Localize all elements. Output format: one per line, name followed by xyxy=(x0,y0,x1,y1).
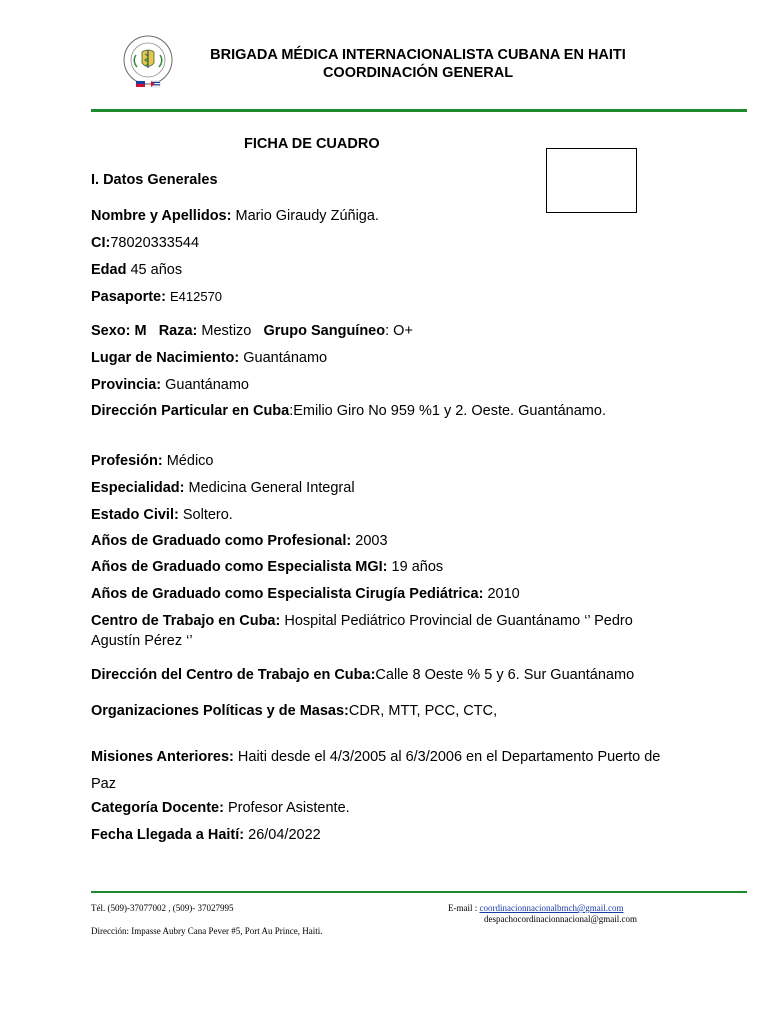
centro-value: Hospital Pediátrico Provincial de Guantánamo ‘’ Pedro Agustín Pérez ‘’ xyxy=(91,613,633,649)
raza-label: Raza: xyxy=(158,323,198,339)
pasaporte-label: Pasaporte: xyxy=(91,289,166,305)
dir-centro-value: Calle 8 Oeste % 5 y 6. Sur Guantánamo xyxy=(375,667,635,683)
anos-mgi-value: 19 años xyxy=(387,559,444,575)
email-link-1[interactable]: coordinacionnacionalbmch@gmail.com xyxy=(479,903,624,913)
form-title: FICHA DE CUADRO xyxy=(244,136,380,152)
ci-label: CI: xyxy=(91,235,111,251)
lugar-label: Lugar de Nacimiento: xyxy=(91,350,240,366)
email-label: E-mail : xyxy=(448,903,480,913)
centro-label: Centro de Trabajo en Cuba: xyxy=(91,613,281,629)
provincia-value: Guantánamo xyxy=(161,377,249,393)
misiones-label: Misiones Anteriores: xyxy=(91,749,234,765)
categoria-value: Profesor Asistente. xyxy=(223,800,350,816)
anos-cir-label: Años de Graduado como Especialista Cirugía Pediátrica: xyxy=(91,586,484,602)
anos-prof-label: Años de Graduado como Profesional: xyxy=(91,533,352,549)
header-title xyxy=(180,46,656,82)
brigade-seal-logo xyxy=(112,33,184,93)
categoria-label: Categoría Docente: xyxy=(91,800,224,816)
footer-divider xyxy=(91,891,747,893)
pasaporte-value: E412570 xyxy=(169,289,223,304)
estado-value: Soltero. xyxy=(178,507,233,523)
field-anos-cirugia xyxy=(91,584,681,604)
nombre-value: Mario Giraudy Zúñiga. xyxy=(231,208,379,224)
footer-tel: Tél. (509)-37077002 , (509)- 37027995 xyxy=(91,903,234,913)
raza-value: Mestizo xyxy=(197,323,252,339)
lugar-value: Guantánamo xyxy=(239,350,328,366)
header-line-2: COORDINACIÓN GENERAL xyxy=(322,65,514,81)
especialidad-label: Especialidad: xyxy=(91,480,185,496)
field-direccion-centro xyxy=(91,665,681,685)
header-divider xyxy=(91,109,747,112)
field-sexo-raza-grupo xyxy=(91,321,681,341)
field-direccion xyxy=(91,401,681,421)
anos-prof-value: 2003 xyxy=(351,533,388,549)
field-categoria xyxy=(91,798,681,818)
field-anos-mgi xyxy=(91,557,681,577)
especialidad-value: Medicina General Integral xyxy=(184,480,355,496)
dir-centro-label: Dirección del Centro de Trabajo en Cuba: xyxy=(91,667,376,683)
photo-placeholder xyxy=(546,148,637,213)
field-misiones xyxy=(91,744,681,798)
fecha-value: 26/04/2022 xyxy=(244,827,321,843)
field-fecha-llegada xyxy=(91,825,681,845)
misiones-value: Haiti desde el 4/3/2005 al 6/3/2006 en el Departamento Puerto de Paz xyxy=(91,749,661,792)
profesion-label: Profesión: xyxy=(91,453,163,469)
org-label: Organizaciones Políticas y de Masas: xyxy=(91,703,349,719)
field-especialidad xyxy=(91,478,681,498)
ci-value: 78020333544 xyxy=(110,235,200,251)
field-estado-civil xyxy=(91,505,681,525)
profesion-value: Médico xyxy=(162,453,214,469)
anos-mgi-label: Años de Graduado como Especialista MGI: xyxy=(91,559,388,575)
edad-value: 45 años xyxy=(126,262,183,278)
direccion-value: :Emilio Giro No 959 %1 y 2. Oeste. Guantánamo. xyxy=(289,403,606,419)
estado-label: Estado Civil: xyxy=(91,507,179,523)
field-edad xyxy=(91,260,681,280)
header-line-1: BRIGADA MÉDICA INTERNACIONALISTA CUBANA EN HAITI xyxy=(210,47,626,63)
fecha-label: Fecha Llegada a Haití: xyxy=(91,827,245,843)
sexo-label: Sexo: M xyxy=(91,323,147,339)
field-organizaciones xyxy=(91,701,681,721)
field-provincia xyxy=(91,375,681,395)
direccion-label: Dirección Particular en Cuba xyxy=(91,403,290,419)
grupo-label: Grupo Sanguíneo xyxy=(263,323,386,339)
grupo-value: : O+ xyxy=(385,323,413,339)
org-value: CDR, MTT, PCC, CTC, xyxy=(348,703,498,719)
field-nombre xyxy=(91,206,681,226)
section-title: I. Datos Generales xyxy=(91,172,218,188)
field-profesion xyxy=(91,451,681,471)
footer-email xyxy=(448,903,637,925)
field-lugar xyxy=(91,348,681,368)
provincia-label: Provincia: xyxy=(91,377,162,393)
field-ci xyxy=(91,233,681,253)
field-centro-trabajo xyxy=(91,611,681,651)
field-pasaporte xyxy=(91,287,681,307)
field-anos-profesional xyxy=(91,531,681,551)
footer-address: Dirección: Impasse Aubry Cana Pever #5, Port Au Prince, Haiti. xyxy=(91,926,323,936)
anos-cir-value: 2010 xyxy=(483,586,520,602)
nombre-label: Nombre y Apellidos: xyxy=(91,208,232,224)
email-2[interactable]: despachocordinacionnacional@gmail.com xyxy=(484,914,637,924)
edad-label: Edad xyxy=(91,262,127,278)
